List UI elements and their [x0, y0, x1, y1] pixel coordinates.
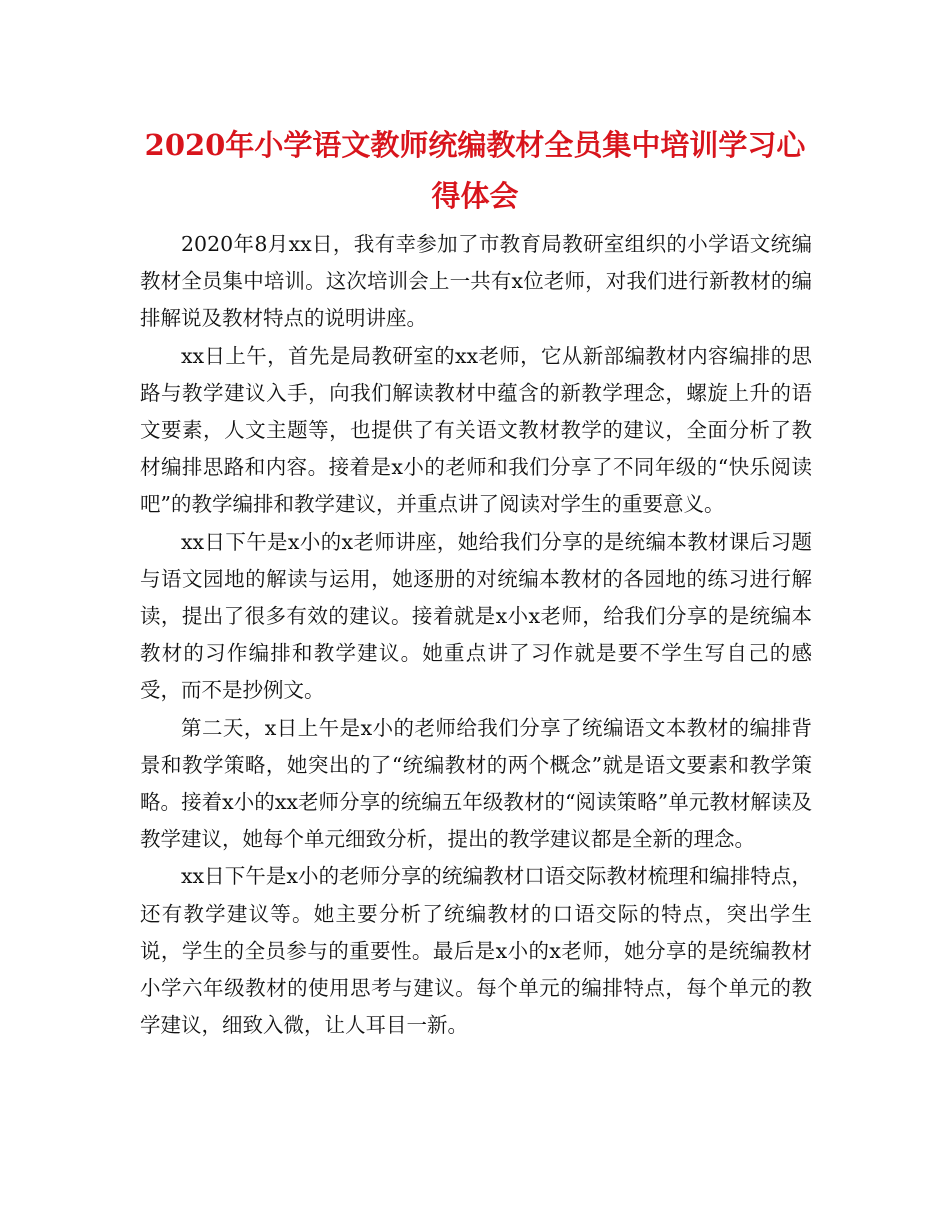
paragraph-3: xx日下午是x小的x老师讲座，她给我们分享的是统编本教材课后习题与语文园地的解读与运用，她逐册的对统编本教材的各园地的练习进行解读，提出了很多有效的建议。接着就是x小x老师，给我们分享的是统编本教材的习作编排和教学建议。她重点讲了习作就是要不学生写自己的感受，而不是抄例文。 [140, 529, 812, 703]
document-title: 2020年小学语文教师统编教材全员集中培训学习心得体会 [144, 128, 806, 213]
document-body [140, 226, 812, 1044]
paragraph-2: xx日上午，首先是局教研室的xx老师，它从新部编教材内容编排的思路与教学建议入手，向我们解读教材中蕴含的新教学理念，螺旋上升的语文要素，人文主题等，也提供了有关语文教材教学的建议，全面分析了教材编排思路和内容。接着是x小的老师和我们分享了不同年级的“快乐阅读吧”的教学编排和教学建议，并重点讲了阅读对学生的重要意义。 [140, 343, 812, 517]
paragraph-5: xx日下午是x小的老师分享的统编教材口语交际教材梳理和编排特点，还有教学建议等。她主要分析了统编教材的口语交际的特点，突出学生说，学生的全员参与的重要性。最后是x小的x老师，她分享的是统编教材小学六年级教材的使用思考与建议。每个单元的编排特点，每个单元的教学建议，细致入微，让人耳目一新。 [140, 864, 812, 1038]
paragraph-1: 2020年8月xx日，我有幸参加了市教育局教研室组织的小学语文统编教材全员集中培训。这次培训会上一共有x位老师，对我们进行新教材的编排解说及教材特点的说明讲座。 [140, 232, 812, 331]
paragraph-4: 第二天，x日上午是x小的老师给我们分享了统编语文本教材的编排背景和教学策略，她突出的了“统编教材的两个概念”就是语文要素和教学策略。接着x小的xx老师分享的统编五年级教材的“阅读策略”单元教材解读及教学建议，她每个单元细致分析，提出的教学建议都是全新的理念。 [140, 715, 812, 852]
